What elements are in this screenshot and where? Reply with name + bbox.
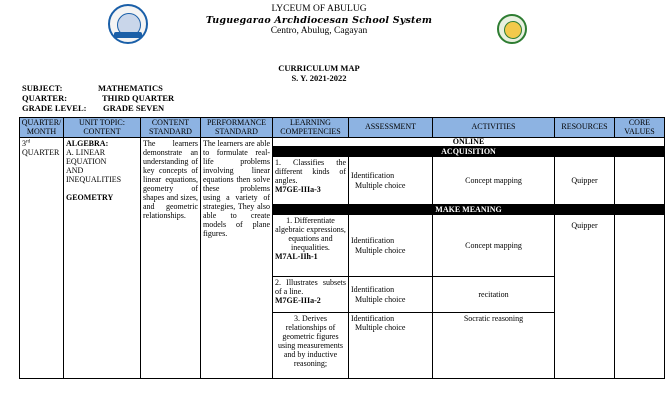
subject-line xyxy=(22,83,163,93)
unit-geometry: GEOMETRY xyxy=(66,193,114,203)
activity-cell: Socratic reasoning xyxy=(433,313,555,379)
online-row: ONLINE xyxy=(273,138,665,147)
competency-text: 2. Illustrates subsets of a line. xyxy=(275,278,346,297)
core-values-cell xyxy=(615,157,665,205)
document-title: CURRICULUM MAP xyxy=(278,63,360,73)
assessment-line: Multiple choice xyxy=(355,294,406,304)
assessment-cell xyxy=(349,157,433,205)
core-values-cell xyxy=(615,215,665,379)
activity-cell: Concept mapping xyxy=(433,157,555,205)
competency-cell: 3. Derives relationships of geometric figures using measurements and by inductive reasoning; xyxy=(273,313,349,379)
content-standard-cell: The learners demonstrate an understanding of key concepts of linear equations, geometry of shapes and sizes, and geometric relationships. xyxy=(141,138,201,379)
unit-topic-cell xyxy=(64,138,141,379)
competency-text: 1. Classifies the different kinds of angles. xyxy=(275,158,346,186)
header-resources: RESOURCES xyxy=(555,118,615,138)
assessment-line: Identification xyxy=(351,285,395,295)
assessment-line: Multiple choice xyxy=(355,180,406,190)
assessment-line: Identification xyxy=(351,171,395,181)
unit-line: INEQUALITIES xyxy=(66,175,122,185)
resource-cell: Quipper xyxy=(555,215,615,379)
header-quarter-month: QUARTER/ MONTH xyxy=(20,118,64,138)
competency-code: M7GE-IIIa-2 xyxy=(275,296,321,306)
school-name: LYCEUM OF ABULUG xyxy=(271,4,367,14)
school-address: Centro, Abulug, Cagayan xyxy=(270,26,368,36)
unit-line: AND xyxy=(66,166,84,176)
make-meaning-bar: MAKE MEANING xyxy=(273,205,665,215)
grade-value: GRADE SEVEN xyxy=(103,103,165,113)
quarter-value: THIRD QUARTER xyxy=(102,93,175,103)
quarter-cell xyxy=(20,138,64,379)
activity-cell: recitation xyxy=(433,277,555,313)
competency-cell xyxy=(273,277,349,313)
unit-line: EQUATION xyxy=(66,157,107,167)
unit-line: A. LINEAR xyxy=(66,148,106,158)
header-activities: ACTIVITIES xyxy=(433,118,555,138)
school-year: S. Y. 2021-2022 xyxy=(291,73,347,83)
competency-cell xyxy=(273,157,349,205)
quarter-ordinal: rd xyxy=(26,139,31,145)
quarter-label: QUARTER: xyxy=(22,93,68,103)
header-unit-topic: UNIT TOPIC: CONTENT xyxy=(64,118,141,138)
unit-heading: ALGEBRA: xyxy=(66,139,109,148)
header-core-values: CORE VALUES xyxy=(615,118,665,138)
quarter-word: QUARTER xyxy=(22,148,60,158)
assessment-line: Multiple choice xyxy=(355,323,406,333)
quarter-number: 3 xyxy=(22,139,26,148)
assessment-line: Identification xyxy=(351,314,395,323)
subject-label: SUBJECT: xyxy=(22,83,63,93)
competency-code: M7AL-IIh-1 xyxy=(275,252,318,262)
school-system: Tuguegarao Archdiocesan School System xyxy=(205,15,433,26)
grade-level-line xyxy=(22,103,165,113)
grade-label: GRADE LEVEL: xyxy=(22,103,87,113)
competency-cell xyxy=(273,215,349,277)
quarter-line xyxy=(22,93,175,103)
assessment-cell xyxy=(349,277,433,313)
table-row xyxy=(20,138,665,147)
assessment-line: Identification xyxy=(351,236,395,246)
assessment-line: Multiple choice xyxy=(355,245,406,255)
competency-text: 1. Differentiate algebraic expressions, equations and inequalities. xyxy=(275,216,346,253)
header-learning-competencies: LEARNING COMPETENCIES xyxy=(273,118,349,138)
header-performance-standard: PERFORMANCE STANDARD xyxy=(201,118,273,138)
assessment-cell xyxy=(349,215,433,277)
subject-value: MATHEMATICS xyxy=(98,83,163,93)
header-content-standard: CONTENT STANDARD xyxy=(141,118,201,138)
competency-code: M7GE-IIIa-3 xyxy=(275,185,321,195)
assessment-cell xyxy=(349,313,433,379)
table-header-row xyxy=(20,118,665,138)
acquisition-bar: ACQUISITION xyxy=(273,147,665,157)
performance-standard-cell: The learners are able to formulate real- life problems involving linear equations then solve these problems using a variety of strategies, They also able to create models of plane figures. xyxy=(201,138,273,379)
header-assessment: ASSESSMENT xyxy=(349,118,433,138)
resource-cell: Quipper xyxy=(555,157,615,205)
activity-cell: Concept mapping xyxy=(433,215,555,277)
curriculum-map-table xyxy=(19,117,665,379)
